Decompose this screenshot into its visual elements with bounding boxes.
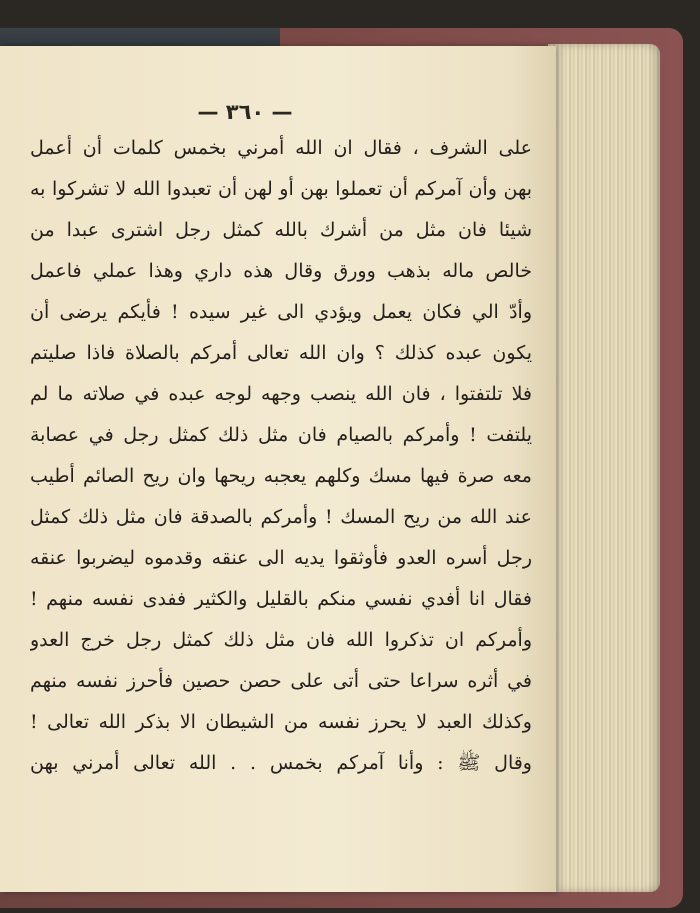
text-line: شيئا فان مثل من أشرك بالله كمثل رجل اشترى عبدا من [30,219,532,241]
text-line: وأمركم ان تذكروا الله فان مثل ذلك كمثل رجل خرج العدو [30,629,532,651]
text-line: يلتفت ! وأمركم بالصيام فان مثل ذلك كمثل رجل في عصابة [30,424,532,446]
text-line: خالص ماله بذهب وورق وقال هذه داري وهذا عملي فاعمل [30,260,532,282]
page-text [30,128,532,784]
text-line: وأدّ الي فكان يعمل ويؤدي الى غير سيده ! فأيكم يرضى أن [30,301,532,323]
text-line: في أثره سراعا حتى أتى على حصن حصين فأحرز نفسه منهم [30,670,532,692]
text-line: معه صرة فيها مسك وكلهم يعجبه ريحها وان ريح الصائم أطيب [30,465,532,487]
text-line: وقال ﷺ : وأنا آمركم بخمس . . الله تعالى أمرني بهن [30,752,532,774]
page-edges [548,44,660,892]
page-number: — ٣٦٠ — [197,100,293,124]
text-line: فلا تلتفتوا ، فان الله ينصب وجهه لوجه عبده في صلاته ما لم [30,383,532,405]
text-line: عند الله من ريح المسك ! وأمركم بالصدقة فان مثل ذلك كمثل [30,506,532,528]
text-line: فقال انا أفدي نفسي منكم بالقليل والكثير ففدى نفسه منهم ! [30,588,532,610]
text-line: بهن وأن آمركم أن تعملوا بهن أو لهن أن تعبدوا الله لا تشركوا به [30,178,532,200]
text-line: يكون عبده كذلك ؟ وان الله تعالى أمركم بالصلاة فاذا صليتم [30,342,532,364]
text-line: وكذلك العبد لا يحرز نفسه من الشيطان الا بذكر الله تعالى ! [30,711,532,733]
text-line: رجل أسره العدو فأوثقوا يديه الى عنقه وقدموه ليضربوا عنقه [30,547,532,569]
text-line: على الشرف ، فقال ان الله أمرني بخمس كلمات أن أعمل [30,137,532,159]
